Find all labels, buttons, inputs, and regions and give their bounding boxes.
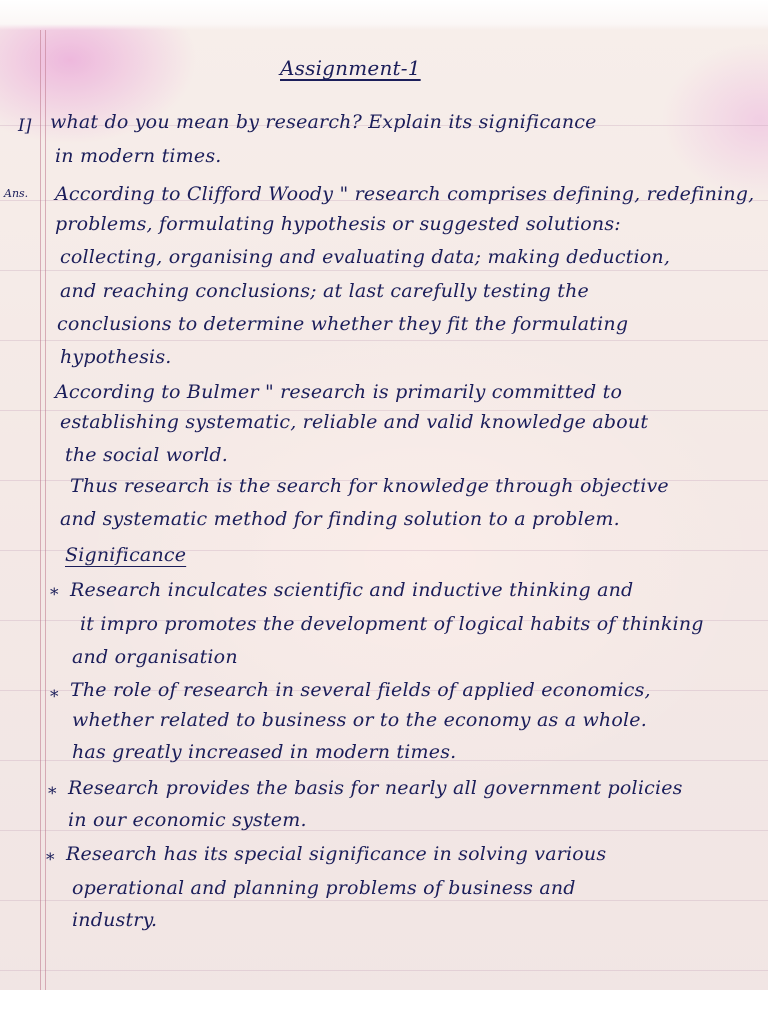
question-line: what do you mean by research? Explain its significance	[50, 111, 597, 133]
paragraph-line: the social world.	[65, 444, 228, 466]
bullet-line: whether related to business or to the economy as a whole.	[72, 709, 647, 731]
assignment-title: Assignment-1	[280, 56, 421, 80]
significance-heading: Significance	[65, 544, 187, 566]
page-top-edge	[0, 0, 768, 30]
bullet-line: Research inculcates scientific and inductive thinking and	[70, 579, 634, 601]
bullet-marker: *	[50, 687, 59, 707]
bullet-line: The role of research in several fields of applied economics,	[70, 679, 651, 701]
page-bottom-edge	[0, 990, 768, 1024]
paragraph-line: collecting, organising and evaluating data; making deduction,	[60, 246, 671, 268]
bullet-line: operational and planning problems of business and	[72, 877, 576, 899]
margin-line	[45, 30, 46, 990]
bullet-line: in our economic system.	[68, 809, 307, 831]
paragraph-line: problems, formulating hypothesis or suggested solutions:	[55, 213, 621, 235]
bullet-line: has greatly increased in modern times.	[72, 741, 457, 763]
ruled-line	[0, 970, 768, 971]
bullet-marker: *	[50, 585, 59, 605]
paragraph-line: conclusions to determine whether they fit the formulating	[57, 313, 629, 335]
paragraph-line: and reaching conclusions; at last carefully testing the	[60, 280, 590, 302]
bullet-marker: *	[46, 850, 55, 870]
paragraph-line: and systematic method for finding solution to a problem.	[60, 508, 620, 530]
margin-line	[40, 30, 41, 990]
bullet-line: industry.	[72, 909, 158, 931]
paragraph-line: According to Bulmer " research is primarily committed to	[55, 381, 623, 403]
ruled-line	[0, 340, 768, 341]
paragraph-line: establishing systematic, reliable and valid knowledge about	[60, 411, 649, 433]
paragraph-line: According to Clifford Woody " research comprises defining, redefining,	[55, 183, 755, 205]
question-line: in modern times.	[55, 145, 222, 167]
ruled-line	[0, 270, 768, 271]
answer-marker: Ans.	[4, 187, 29, 200]
bullet-line: and organisation	[72, 646, 238, 668]
paragraph-line: hypothesis.	[60, 346, 172, 368]
bullet-line: it impro promotes the development of logical habits of thinking	[80, 613, 704, 635]
paragraph-line: Thus research is the search for knowledge through objective	[70, 475, 669, 497]
bullet-line: Research provides the basis for nearly all government policies	[68, 777, 683, 799]
bullet-line: Research has its special significance in solving various	[66, 843, 607, 865]
ruled-line	[0, 900, 768, 901]
bullet-marker: *	[48, 784, 57, 804]
question-number: I]	[18, 116, 32, 136]
